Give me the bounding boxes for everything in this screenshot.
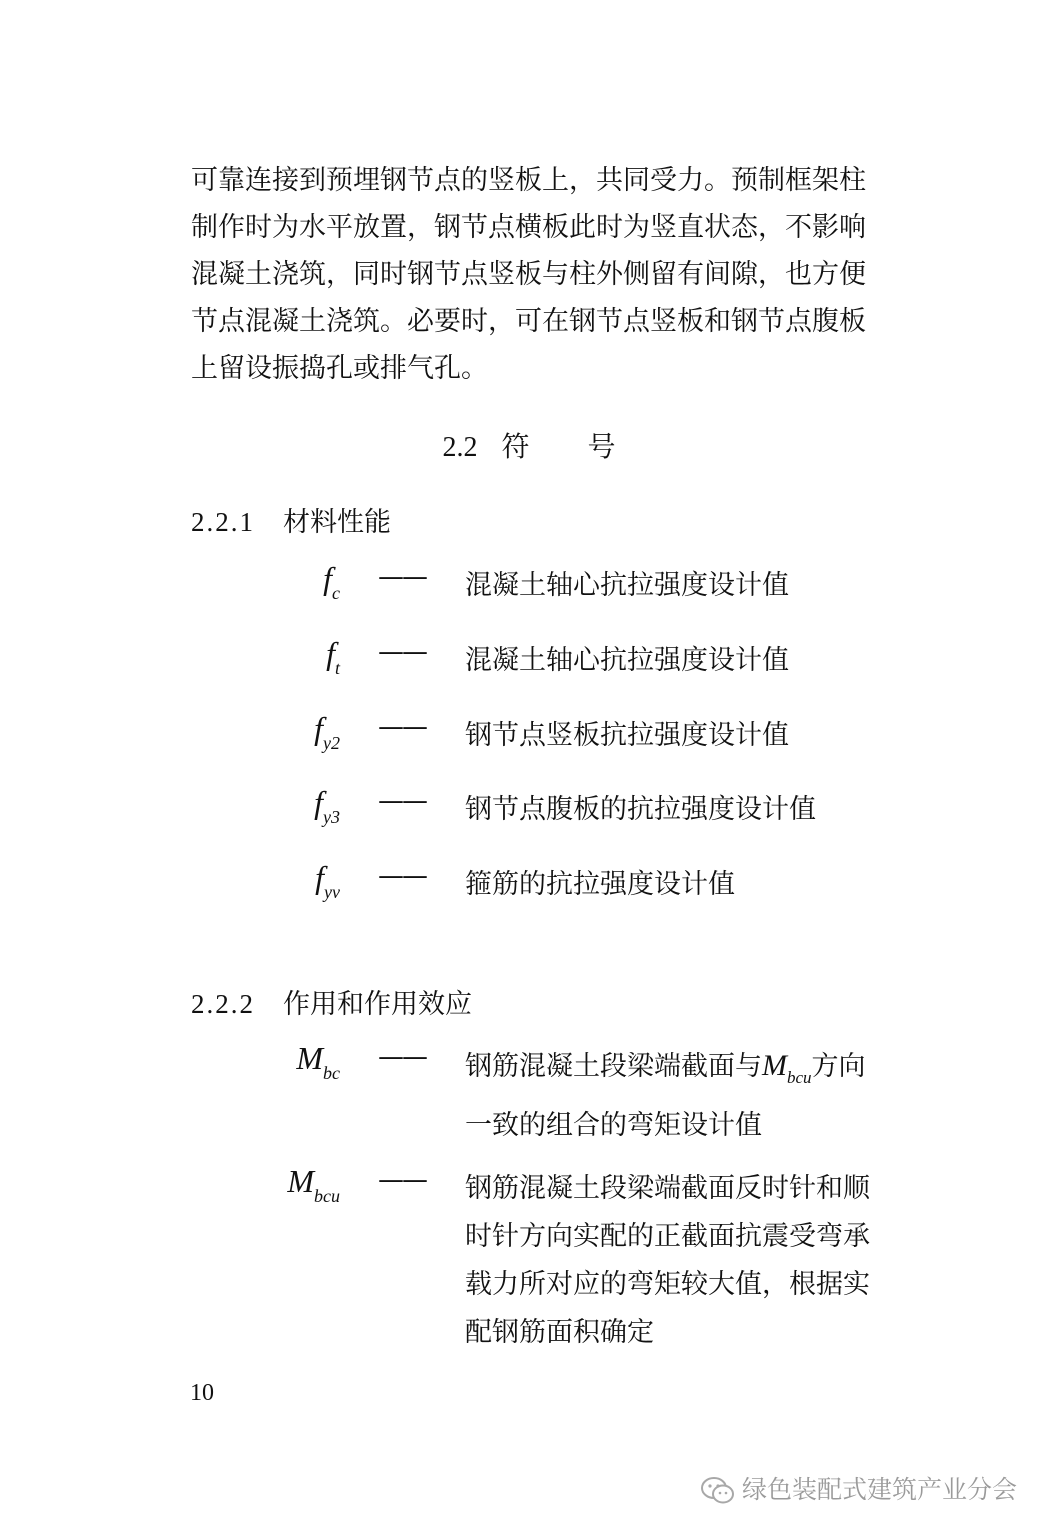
subsection-number: 2.2.2 [191, 989, 255, 1019]
symbol: $M_{bcu}$ [287, 1163, 340, 1206]
symbol-description: 钢节点竖板抗拉强度设计值 [465, 720, 789, 751]
paragraph-line: 可靠连接到预埋钢节点的竖板上，共同受力。预制框架柱 [191, 165, 866, 196]
symbol-row [0, 710, 1058, 770]
symbol: $f_{y2}$ [314, 710, 340, 753]
symbol-row [0, 560, 1058, 620]
paragraph-line: 混凝土浇筑，同时钢节点竖板与柱外侧留有间隙，也方便 [191, 259, 866, 290]
paragraph-line: 节点混凝土浇筑。必要时，可在钢节点竖板和钢节点腹板 [191, 306, 866, 337]
dash-separator: —— [378, 712, 426, 742]
paragraph-line: 上留设振捣孔或排气孔。 [191, 353, 488, 384]
section-title-char2: 号 [587, 430, 616, 463]
section-title-char1: 符 [501, 430, 530, 463]
symbol-row [0, 635, 1058, 695]
symbol-description: 钢节点腹板的抗拉强度设计值 [465, 794, 816, 825]
dash-separator: —— [378, 637, 426, 667]
section-number: 2.2 [442, 432, 478, 463]
symbol-row [0, 1163, 1058, 1363]
paragraph-line: 制作时为水平放置，钢节点横板此时为竖直状态，不影响 [191, 212, 866, 243]
subsection-number: 2.2.1 [191, 507, 255, 537]
subsection-heading-materials [191, 500, 391, 539]
symbol: $f_t$ [326, 635, 340, 678]
section-title [0, 425, 1058, 465]
subsection-title: 材料性能 [283, 507, 391, 538]
symbol-row [0, 784, 1058, 844]
subsection-heading-actions [191, 982, 472, 1021]
symbol-description: 钢筋混凝土段梁端截面与$M_{bcu}$方向 一致的组合的弯矩设计值 [465, 1049, 866, 1141]
symbol-description: 箍筋的抗拉强度设计值 [465, 869, 735, 900]
symbol-row [0, 859, 1058, 919]
dash-separator: —— [378, 562, 426, 592]
symbol-description: 混凝土轴心抗拉强度设计值 [465, 645, 789, 676]
symbol: $f_{yv}$ [315, 859, 340, 902]
symbol-description: 混凝土轴心抗拉强度设计值 [465, 570, 789, 601]
intro-paragraph [191, 157, 891, 392]
watermark-text: 绿色装配式建筑产业分会 [742, 1475, 1018, 1504]
dash-separator: —— [378, 1165, 426, 1195]
dash-separator: —— [378, 861, 426, 891]
symbol-description: 钢筋混凝土段梁端截面反时针和顺 时针方向实配的正截面抗震受弯承 载力所对应的弯矩较大值，根据实 配钢筋面积确定 [465, 1173, 870, 1348]
watermark [700, 1470, 1017, 1510]
dash-separator: —— [378, 1042, 426, 1072]
subsection-title: 作用和作用效应 [283, 989, 472, 1020]
dash-separator: —— [378, 786, 426, 816]
symbol: $f_c$ [323, 560, 340, 603]
symbol: $M_{bc}$ [296, 1040, 340, 1083]
page-number: 10 [190, 1380, 214, 1406]
inline-symbol: $M_{bcu}$ [762, 1049, 812, 1087]
symbol: $f_{y3}$ [314, 784, 340, 827]
symbol-row [0, 1040, 1058, 1150]
wechat-icon [700, 1476, 736, 1506]
